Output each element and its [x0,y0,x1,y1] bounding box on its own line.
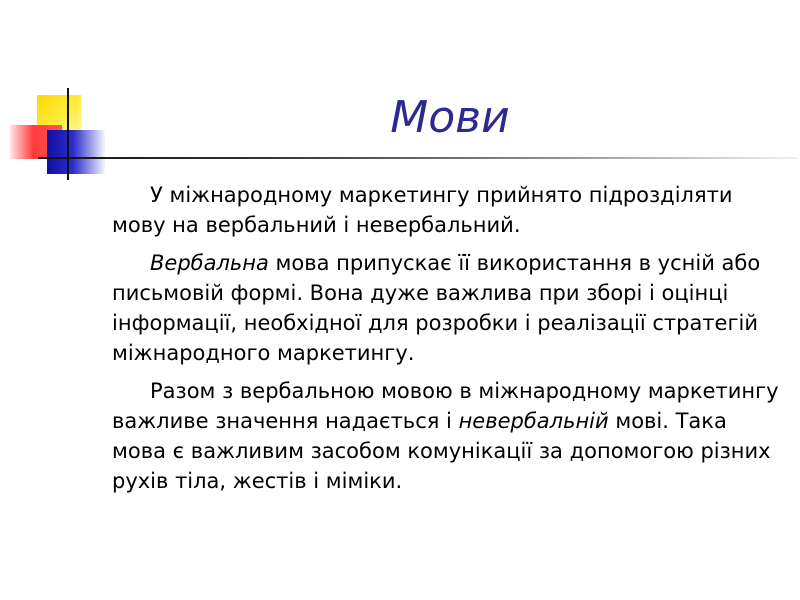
blue-square-decoration [47,130,105,174]
paragraph-3-text-after: мові. Така мова є важливим засобом комунікації за допомогою різних рухів тіла, жестів і міміки. [112,409,771,493]
paragraph-1 [112,180,784,240]
vertical-rule-decoration [67,88,69,180]
paragraph-1-text: У міжнародному маркетингу прийнято підрозділяти мову на вербальний і невербальний. [112,183,733,237]
title-underline-rule [38,157,798,159]
verbal-term: Вербальна [150,251,269,275]
slide-body [112,180,784,496]
paragraph-3 [112,376,784,496]
nonverbal-term: невербальній [458,409,609,433]
slide-title: Мови [390,92,510,143]
paragraph-2 [112,248,784,368]
paragraph-2-text: мова припускає її використання в усній або письмовій формі. Вона дуже важлива при зборі і оцінці інформації, необхідної для розробки і реалізації стратегій міжнародного маркетингу. [112,251,761,365]
paragraph-3-text-before: Разом з вербальною мовою в міжнародному маркетингу важливе значення надається і [112,379,779,433]
